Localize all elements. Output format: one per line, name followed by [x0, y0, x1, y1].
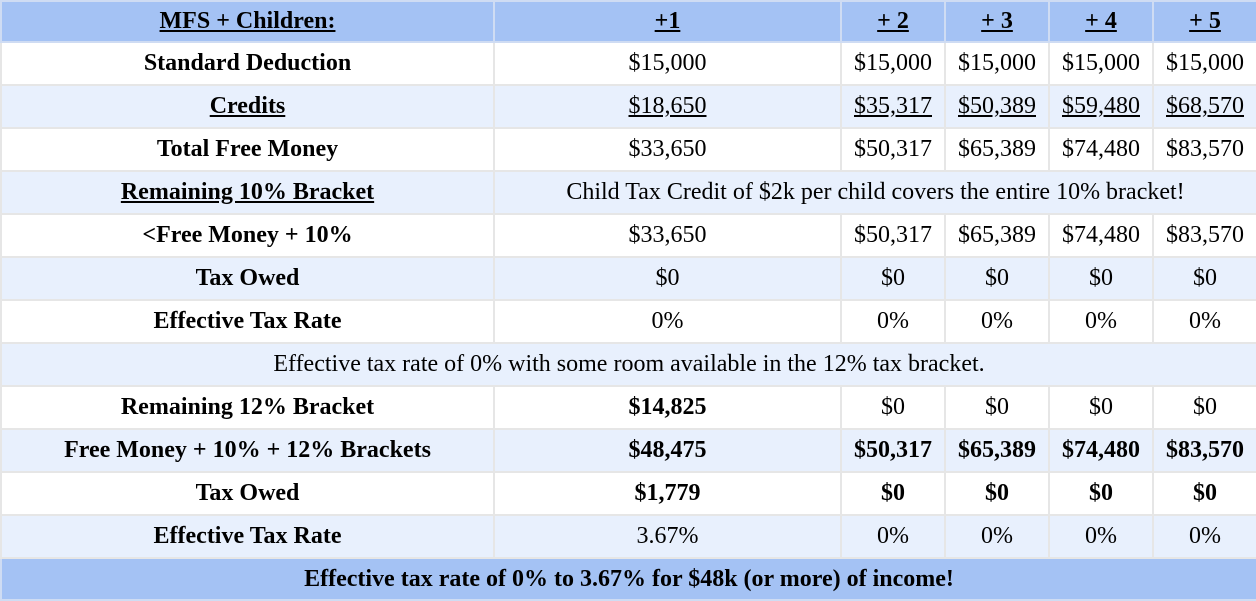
footer-row	[1, 558, 1256, 600]
cell: $50,389	[945, 85, 1049, 128]
cell: 0%	[945, 515, 1049, 558]
summary-note: Effective tax rate of 0% with some room available in the 12% tax bracket.	[1, 343, 1256, 386]
row-label: Total Free Money	[1, 128, 494, 171]
row-label: Remaining 10% Bracket	[1, 171, 494, 214]
cell: 0%	[841, 300, 945, 343]
cell: $0	[841, 472, 945, 515]
cell: $0	[1153, 472, 1256, 515]
cell: 0%	[1153, 300, 1256, 343]
cell: $14,825	[494, 386, 841, 429]
cell: $50,317	[841, 128, 945, 171]
cell: $74,480	[1049, 429, 1153, 472]
header-col-4: + 4	[1049, 1, 1153, 42]
row-label: Tax Owed	[1, 472, 494, 515]
cell: $0	[494, 257, 841, 300]
row-label: Effective Tax Rate	[1, 300, 494, 343]
cell: $50,317	[841, 429, 945, 472]
cell: $83,570	[1153, 214, 1256, 257]
row-label: Credits	[1, 85, 494, 128]
cell: 0%	[1049, 515, 1153, 558]
cell: 3.67%	[494, 515, 841, 558]
cell: $65,389	[945, 128, 1049, 171]
footer-text: Effective tax rate of 0% to 3.67% for $48k (or more) of income!	[1, 558, 1256, 600]
cell: $0	[841, 386, 945, 429]
table-row	[1, 257, 1256, 300]
cell: $74,480	[1049, 214, 1153, 257]
table-row	[1, 85, 1256, 128]
cell: 0%	[945, 300, 1049, 343]
bracket-note: Child Tax Credit of $2k per child covers the entire 10% bracket!	[494, 171, 1256, 214]
cell: $0	[945, 257, 1049, 300]
cell: $0	[1049, 257, 1153, 300]
header-col-2: + 2	[841, 1, 945, 42]
cell: $0	[1049, 472, 1153, 515]
row-label: <Free Money + 10%	[1, 214, 494, 257]
cell: $15,000	[945, 42, 1049, 85]
header-col-3: + 3	[945, 1, 1049, 42]
table-row	[1, 429, 1256, 472]
cell: $35,317	[841, 85, 945, 128]
row-label: Free Money + 10% + 12% Brackets	[1, 429, 494, 472]
cell: $0	[1153, 386, 1256, 429]
table-row	[1, 343, 1256, 386]
cell: $0	[945, 472, 1049, 515]
table-row	[1, 515, 1256, 558]
row-label: Standard Deduction	[1, 42, 494, 85]
cell: $74,480	[1049, 128, 1153, 171]
table-row	[1, 386, 1256, 429]
cell: $33,650	[494, 128, 841, 171]
table-row	[1, 300, 1256, 343]
header-label: MFS + Children:	[1, 1, 494, 42]
cell: $0	[1153, 257, 1256, 300]
cell: $65,389	[945, 429, 1049, 472]
row-label: Effective Tax Rate	[1, 515, 494, 558]
cell: 0%	[494, 300, 841, 343]
header-col-1: +1	[494, 1, 841, 42]
cell: $83,570	[1153, 429, 1256, 472]
cell: $0	[945, 386, 1049, 429]
cell: $0	[841, 257, 945, 300]
cell: $48,475	[494, 429, 841, 472]
cell: 0%	[841, 515, 945, 558]
cell: $33,650	[494, 214, 841, 257]
row-label: Remaining 12% Bracket	[1, 386, 494, 429]
table-row	[1, 128, 1256, 171]
table-row	[1, 214, 1256, 257]
cell: $0	[1049, 386, 1153, 429]
cell: $83,570	[1153, 128, 1256, 171]
cell: $15,000	[1153, 42, 1256, 85]
table-row	[1, 171, 1256, 214]
cell: $65,389	[945, 214, 1049, 257]
cell: $15,000	[1049, 42, 1153, 85]
cell: $15,000	[494, 42, 841, 85]
table-row	[1, 472, 1256, 515]
cell: $1,779	[494, 472, 841, 515]
cell: $15,000	[841, 42, 945, 85]
cell: $59,480	[1049, 85, 1153, 128]
cell: 0%	[1153, 515, 1256, 558]
cell: $68,570	[1153, 85, 1256, 128]
row-label: Tax Owed	[1, 257, 494, 300]
header-row	[1, 1, 1256, 42]
cell: 0%	[1049, 300, 1153, 343]
cell: $18,650	[494, 85, 841, 128]
cell: $50,317	[841, 214, 945, 257]
table-row	[1, 42, 1256, 85]
header-col-5: + 5	[1153, 1, 1256, 42]
